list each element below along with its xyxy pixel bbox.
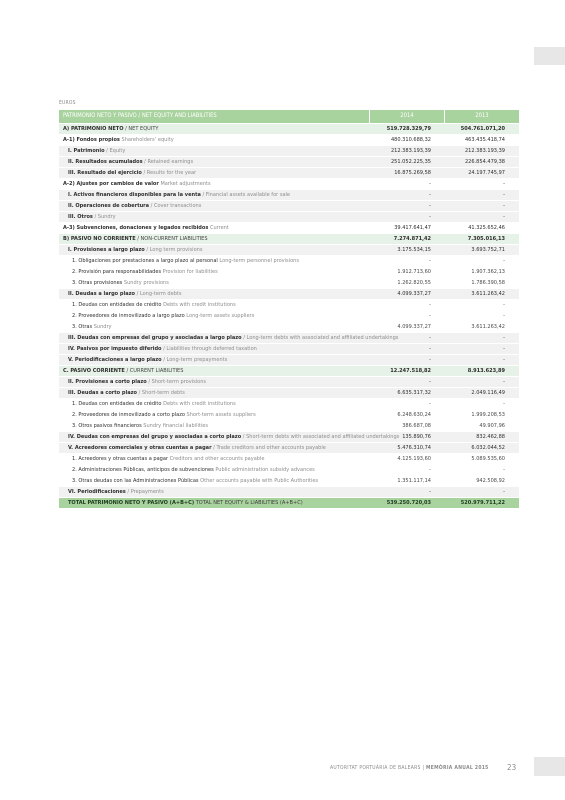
- row-label-spanish: 2. Provisión para responsabilidades: [72, 269, 162, 275]
- footer-separator: |: [420, 765, 426, 771]
- table-row: [59, 168, 519, 178]
- value-2013: 6.032.044,52: [444, 443, 519, 453]
- row-label-english: / Equity: [104, 148, 126, 154]
- row-label-spanish: A) PATRIMONIO NETO: [63, 126, 124, 132]
- table-row: [59, 256, 519, 266]
- row-label-english: / Trade creditors and other accounts payable: [211, 445, 326, 451]
- value-2013: 7.305.016,13: [444, 234, 519, 244]
- row-label-spanish: II. Operaciones de cobertura: [68, 203, 150, 209]
- value-2014: -: [369, 190, 444, 200]
- table-row: [59, 289, 519, 299]
- value-2014: -: [369, 212, 444, 222]
- value-2014: -: [369, 179, 444, 189]
- table-row: [59, 454, 519, 464]
- value-2013: 41.325.652,46: [444, 223, 519, 233]
- row-label-spanish: 2. Administraciones Públicas, anticipos de subvenciones: [72, 467, 214, 473]
- balance-sheet-table: [59, 109, 519, 509]
- row-label-spanish: III. Deudas con empresas del grupo y asociadas a largo plazo: [68, 335, 242, 341]
- table-row: [59, 410, 519, 420]
- page-footer: [330, 765, 489, 771]
- table-row: [59, 443, 519, 453]
- row-label-english: / Short-term debts with associated and affiliated undertakings: [241, 434, 400, 440]
- row-label-english: Long-term personnel provisions: [217, 258, 299, 264]
- table-row: [59, 267, 519, 277]
- row-label-spanish: TOTAL PATRIMONIO NETO Y PASIVO (A+B+C): [68, 500, 195, 506]
- row-label: [59, 487, 369, 497]
- row-label-spanish: 2. Proveedores de inmovilizado a largo plazo: [72, 313, 185, 319]
- value-2013: 5.089.535,60: [444, 454, 519, 464]
- table-row: [59, 388, 519, 398]
- value-2013: -: [444, 256, 519, 266]
- table-header-row: [59, 110, 519, 123]
- row-label-spanish: B) PASIVO NO CORRIENTE: [63, 236, 136, 242]
- row-label-spanish: C. PASIVO CORRIENTE: [63, 368, 125, 374]
- row-label-english: Shareholders’ equity: [119, 137, 174, 143]
- footer-document: MEMÒRIA ANUAL 2015: [426, 765, 489, 771]
- row-label: [59, 311, 369, 321]
- value-2014: 251.052.225,35: [369, 157, 444, 167]
- table-row: [59, 300, 519, 310]
- row-label-spanish: 2. Proveedores de inmovilizado a corto plazo: [72, 412, 185, 418]
- table-row: [59, 157, 519, 167]
- value-2013: 1.786.390,58: [444, 278, 519, 288]
- value-2014: 3.175.534,15: [369, 245, 444, 255]
- value-2013: 504.761.071,20: [444, 124, 519, 134]
- value-2013: 212.383.193,39: [444, 146, 519, 156]
- row-label-spanish: 1. Acreedores y otras cuentas a pagar: [72, 456, 169, 462]
- value-2013: -: [444, 201, 519, 211]
- table-row: [59, 124, 519, 134]
- value-2014: 519.728.329,79: [369, 124, 444, 134]
- row-label-spanish: I. Provisiones a largo plazo: [68, 247, 145, 253]
- row-label: [59, 388, 369, 398]
- row-label-english: / Short-term debts: [137, 390, 185, 396]
- row-label: [59, 410, 369, 420]
- row-label-english: / Results for the year: [141, 170, 197, 176]
- value-2014: -: [369, 377, 444, 387]
- row-label-english: / Sundry: [92, 214, 116, 220]
- table-row: [59, 344, 519, 354]
- value-2013: 226.854.479,38: [444, 157, 519, 167]
- value-2014: 16.875.269,58: [369, 168, 444, 178]
- table-row: [59, 179, 519, 189]
- value-2014: -: [369, 300, 444, 310]
- row-label-spanish: 1. Deudas con entidades de crédito: [72, 302, 162, 308]
- table-row: [59, 487, 519, 497]
- table-row: [59, 421, 519, 431]
- row-label: [59, 212, 369, 222]
- row-label-english: Sundry: [92, 324, 112, 330]
- row-label-english: Sundry financial liabilities: [141, 423, 208, 429]
- row-label-english: / Cover transactions: [149, 203, 202, 209]
- row-label-spanish: 3. Otras: [72, 324, 93, 330]
- row-label-english: / CURRENT LIABILITIES: [124, 368, 184, 374]
- value-2014: 4.125.193,60: [369, 454, 444, 464]
- header-year-2014: 2014: [369, 110, 444, 123]
- value-2014: 6.248.630,24: [369, 410, 444, 420]
- value-2014: 4.099.337,27: [369, 289, 444, 299]
- row-label-english: / Long-term prepayments: [161, 357, 228, 363]
- value-2014: 212.383.193,39: [369, 146, 444, 156]
- table-row: [59, 212, 519, 222]
- row-label-english: / NON-CURRENT LIABILITIES: [135, 236, 208, 242]
- value-2014: 1.912.713,60: [369, 267, 444, 277]
- table-row: [59, 190, 519, 200]
- row-label: [59, 124, 369, 134]
- value-2013: -: [444, 333, 519, 343]
- row-label-english: Debts with credit institutions: [161, 302, 236, 308]
- row-label: [59, 476, 369, 486]
- table-row: [59, 311, 519, 321]
- row-label-english: Provision for liabilities: [161, 269, 218, 275]
- value-2013: 3.611.263,42: [444, 322, 519, 332]
- value-2013: -: [444, 377, 519, 387]
- value-2014: -: [369, 465, 444, 475]
- row-label-spanish: I. Activos financieros disponibles para la venta: [68, 192, 201, 198]
- row-label: [59, 157, 369, 167]
- row-label-spanish: 1. Obligaciones por prestaciones a largo plazo al personal: [72, 258, 218, 264]
- row-label-english: Public administration subsidy advances: [213, 467, 315, 473]
- table-row: [59, 135, 519, 145]
- row-label-english: / Retained earnings: [142, 159, 194, 165]
- row-label-spanish: II. Provisiones a corto plazo: [68, 379, 147, 385]
- table-row: [59, 399, 519, 409]
- row-label: [59, 190, 369, 200]
- table-row: [59, 234, 519, 244]
- table-row: [59, 355, 519, 365]
- row-label: [59, 432, 400, 442]
- value-2013: 2.049.116,49: [444, 388, 519, 398]
- row-label-spanish: A-2) Ajustes por cambios de valor: [63, 181, 159, 187]
- value-2013: -: [444, 300, 519, 310]
- value-2013: 832.462,88: [444, 432, 519, 442]
- page-edge-tab-bottom: [534, 757, 565, 776]
- row-label: [59, 366, 369, 376]
- row-label: [59, 333, 399, 343]
- value-2013: 8.913.623,89: [444, 366, 519, 376]
- value-2013: 1.999.208,53: [444, 410, 519, 420]
- row-label-spanish: 3. Otras deudas con las Administraciones Públicas: [72, 478, 199, 484]
- value-2014: 480.310.688,32: [369, 135, 444, 145]
- value-2014: -: [369, 399, 444, 409]
- table-row: [59, 245, 519, 255]
- value-2013: -: [444, 399, 519, 409]
- table-row: [59, 146, 519, 156]
- row-label-english: / Short-term provisions: [146, 379, 207, 385]
- row-label-spanish: III. Otros: [68, 214, 93, 220]
- row-label-english: TOTAL NET EQUITY & LIABILITIES (A+B+C): [194, 500, 303, 506]
- row-label-spanish: 3. Otras provisiones: [72, 280, 123, 286]
- row-label: [59, 454, 369, 464]
- row-label-spanish: A-1) Fondos propios: [63, 137, 120, 143]
- value-2013: -: [444, 311, 519, 321]
- row-label: [59, 135, 369, 145]
- row-label-english: Market adjustments: [158, 181, 211, 187]
- value-2013: 3.693.752,71: [444, 245, 519, 255]
- row-label-english: Other accounts payable with Public Authorities: [198, 478, 319, 484]
- row-label: [59, 223, 369, 233]
- value-2014: -: [369, 256, 444, 266]
- row-label: [59, 443, 369, 453]
- table-row: [59, 377, 519, 387]
- value-2013: -: [444, 212, 519, 222]
- value-2013: -: [444, 355, 519, 365]
- page-number: 23: [507, 763, 517, 772]
- row-label-spanish: V. Acreedores comerciales y otras cuentas a pagar: [68, 445, 212, 451]
- page-edge-tab-top: [534, 47, 565, 65]
- value-2014: -: [369, 311, 444, 321]
- row-label: [59, 146, 369, 156]
- value-2013: -: [444, 179, 519, 189]
- table-row: [59, 333, 519, 343]
- row-label-english: Short-term assets suppliers: [184, 412, 256, 418]
- footer-org: AUTORITAT PORTUÀRIA DE BALEARS: [330, 765, 421, 771]
- row-label-english: / Liabilities through deferred taxation: [161, 346, 257, 352]
- value-2014: -: [369, 355, 444, 365]
- table-row: [59, 476, 519, 486]
- row-label-spanish: IV. Pasivos por impuesto diferido: [68, 346, 162, 352]
- header-year-2013: 2013: [444, 110, 519, 123]
- row-label-spanish: 3. Otros pasivos financieros: [72, 423, 142, 429]
- row-label-spanish: III. Deudas a corto plazo: [68, 390, 137, 396]
- value-2013: 24.197.745,97: [444, 168, 519, 178]
- value-2014: 5.476.310,74: [369, 443, 444, 453]
- row-label-english: Creditors and other accounts payable: [168, 456, 265, 462]
- row-label: [59, 355, 369, 365]
- value-2014: 386.687,08: [369, 421, 444, 431]
- row-label: [59, 234, 369, 244]
- row-label: [59, 245, 369, 255]
- value-2014: -: [369, 344, 444, 354]
- row-label-spanish: II. Deudas a largo plazo: [68, 291, 135, 297]
- row-label: [59, 201, 369, 211]
- table-row: [59, 322, 519, 332]
- value-2014: -: [369, 487, 444, 497]
- table-row: [59, 366, 519, 376]
- row-label-spanish: III. Resultado del ejercicio: [68, 170, 142, 176]
- value-2014: 1.262.820,55: [369, 278, 444, 288]
- row-label: [59, 168, 369, 178]
- row-label: [59, 267, 369, 277]
- value-2014: 539.250.720,03: [369, 498, 444, 508]
- value-2014: -: [369, 201, 444, 211]
- row-label-spanish: I. Patrimonio: [68, 148, 105, 154]
- row-label-spanish: II. Resultados acumulados: [68, 159, 143, 165]
- value-2013: -: [444, 190, 519, 200]
- value-2014: 6.635.317,32: [369, 388, 444, 398]
- row-label-english: / Prepayments: [125, 489, 164, 495]
- row-label-english: Long-term assets suppliers: [184, 313, 255, 319]
- table-row: [59, 278, 519, 288]
- value-2013: 1.907.362,13: [444, 267, 519, 277]
- value-2013: -: [444, 465, 519, 475]
- value-2013: -: [444, 487, 519, 497]
- value-2014: 4.099.337,27: [369, 322, 444, 332]
- row-label: [59, 322, 369, 332]
- table-row: [59, 432, 519, 442]
- row-label: [59, 377, 369, 387]
- row-label-english: / Long term provisions: [144, 247, 203, 253]
- currency-unit-label: EUROS: [59, 100, 76, 106]
- table-row: [59, 498, 519, 508]
- row-label-english: / NET EQUITY: [123, 126, 159, 132]
- row-label-spanish: VI. Periodificaciones: [68, 489, 126, 495]
- value-2014: 135.890,76: [369, 432, 444, 442]
- row-label: [59, 498, 369, 508]
- row-label: [59, 256, 369, 266]
- row-label-spanish: IV. Deudas con empresas del grupo y asociadas a corto plazo: [68, 434, 242, 440]
- table-row: [59, 223, 519, 233]
- table-row: [59, 465, 519, 475]
- value-2013: 520.979.711,22: [444, 498, 519, 508]
- row-label: [59, 278, 369, 288]
- row-label-english: Current: [208, 225, 229, 231]
- value-2013: 942.508,92: [444, 476, 519, 486]
- row-label: [59, 179, 369, 189]
- value-2014: 39.417.641,47: [369, 223, 444, 233]
- row-label-english: / Long-term debts with associated and affiliated undertakings: [241, 335, 399, 341]
- row-label-spanish: V. Periodificaciones a largo plazo: [68, 357, 162, 363]
- value-2013: 49.907,96: [444, 421, 519, 431]
- row-label: [59, 289, 369, 299]
- row-label-english: Debts with credit institutions: [161, 401, 236, 407]
- value-2013: -: [444, 344, 519, 354]
- row-label-english: / Financial assets available for sale: [200, 192, 291, 198]
- row-label: [59, 421, 369, 431]
- value-2014: -: [369, 333, 444, 343]
- row-label-english: Sundry provisions: [122, 280, 169, 286]
- value-2013: 463.435.418,74: [444, 135, 519, 145]
- row-label: [59, 399, 369, 409]
- row-label-spanish: 1. Deudas con entidades de crédito: [72, 401, 162, 407]
- row-label-english: / Long-term debts: [135, 291, 182, 297]
- row-label: [59, 344, 369, 354]
- row-label: [59, 300, 369, 310]
- row-label: [59, 465, 369, 475]
- table-row: [59, 201, 519, 211]
- value-2014: 7.274.871,42: [369, 234, 444, 244]
- value-2013: 3.611.263,42: [444, 289, 519, 299]
- row-label-spanish: A-3) Subvenciones, donaciones y legados recibidos: [63, 225, 209, 231]
- value-2014: 1.351.117,14: [369, 476, 444, 486]
- header-label: PATRIMONIO NETO Y PASIVO / NET EQUITY AND LIABILITIES: [59, 110, 369, 123]
- value-2014: 12.247.518,82: [369, 366, 444, 376]
